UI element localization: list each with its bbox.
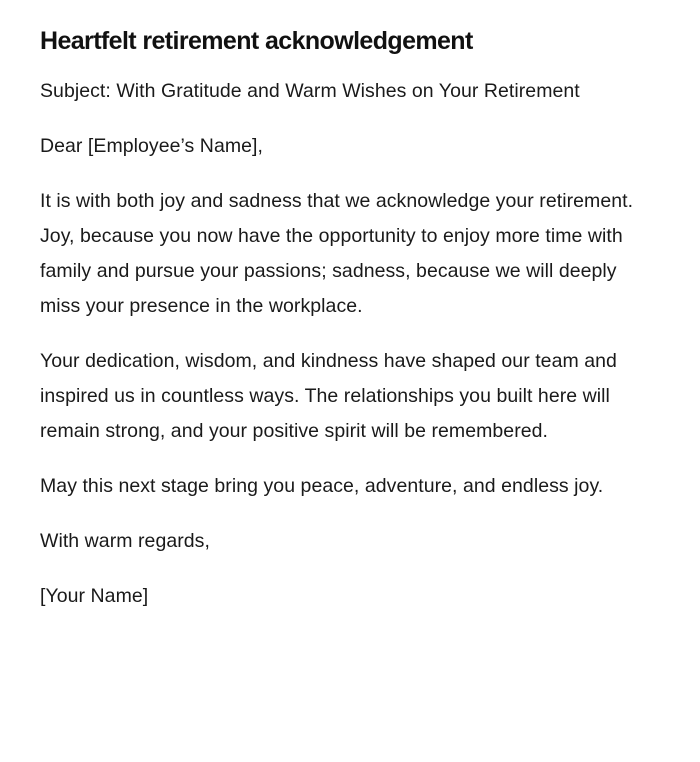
subject-line: Subject: With Gratitude and Warm Wishes on Your Retirement (40, 80, 580, 102)
body-paragraph-2: Your dedication, wisdom, and kindness have shaped our team and inspired us in countless ways. The relationships you built here will remain strong, and your positive spirit will be remembered. (40, 350, 617, 442)
salutation: Dear [Employee’s Name], (40, 135, 263, 157)
body-paragraph-1: It is with both joy and sadness that we acknowledge your retirement. Joy, because you now have the opportunity to enjoy more time with family and pursue your passions; sadness, because we will deeply miss your presence in the workplace. (40, 190, 634, 317)
document-title: Heartfelt retirement acknowledgement (40, 27, 473, 55)
signature: [Your Name] (40, 585, 149, 607)
closing: With warm regards, (40, 530, 210, 552)
body-paragraph-3: May this next stage bring you peace, adventure, and endless joy. (40, 475, 604, 497)
